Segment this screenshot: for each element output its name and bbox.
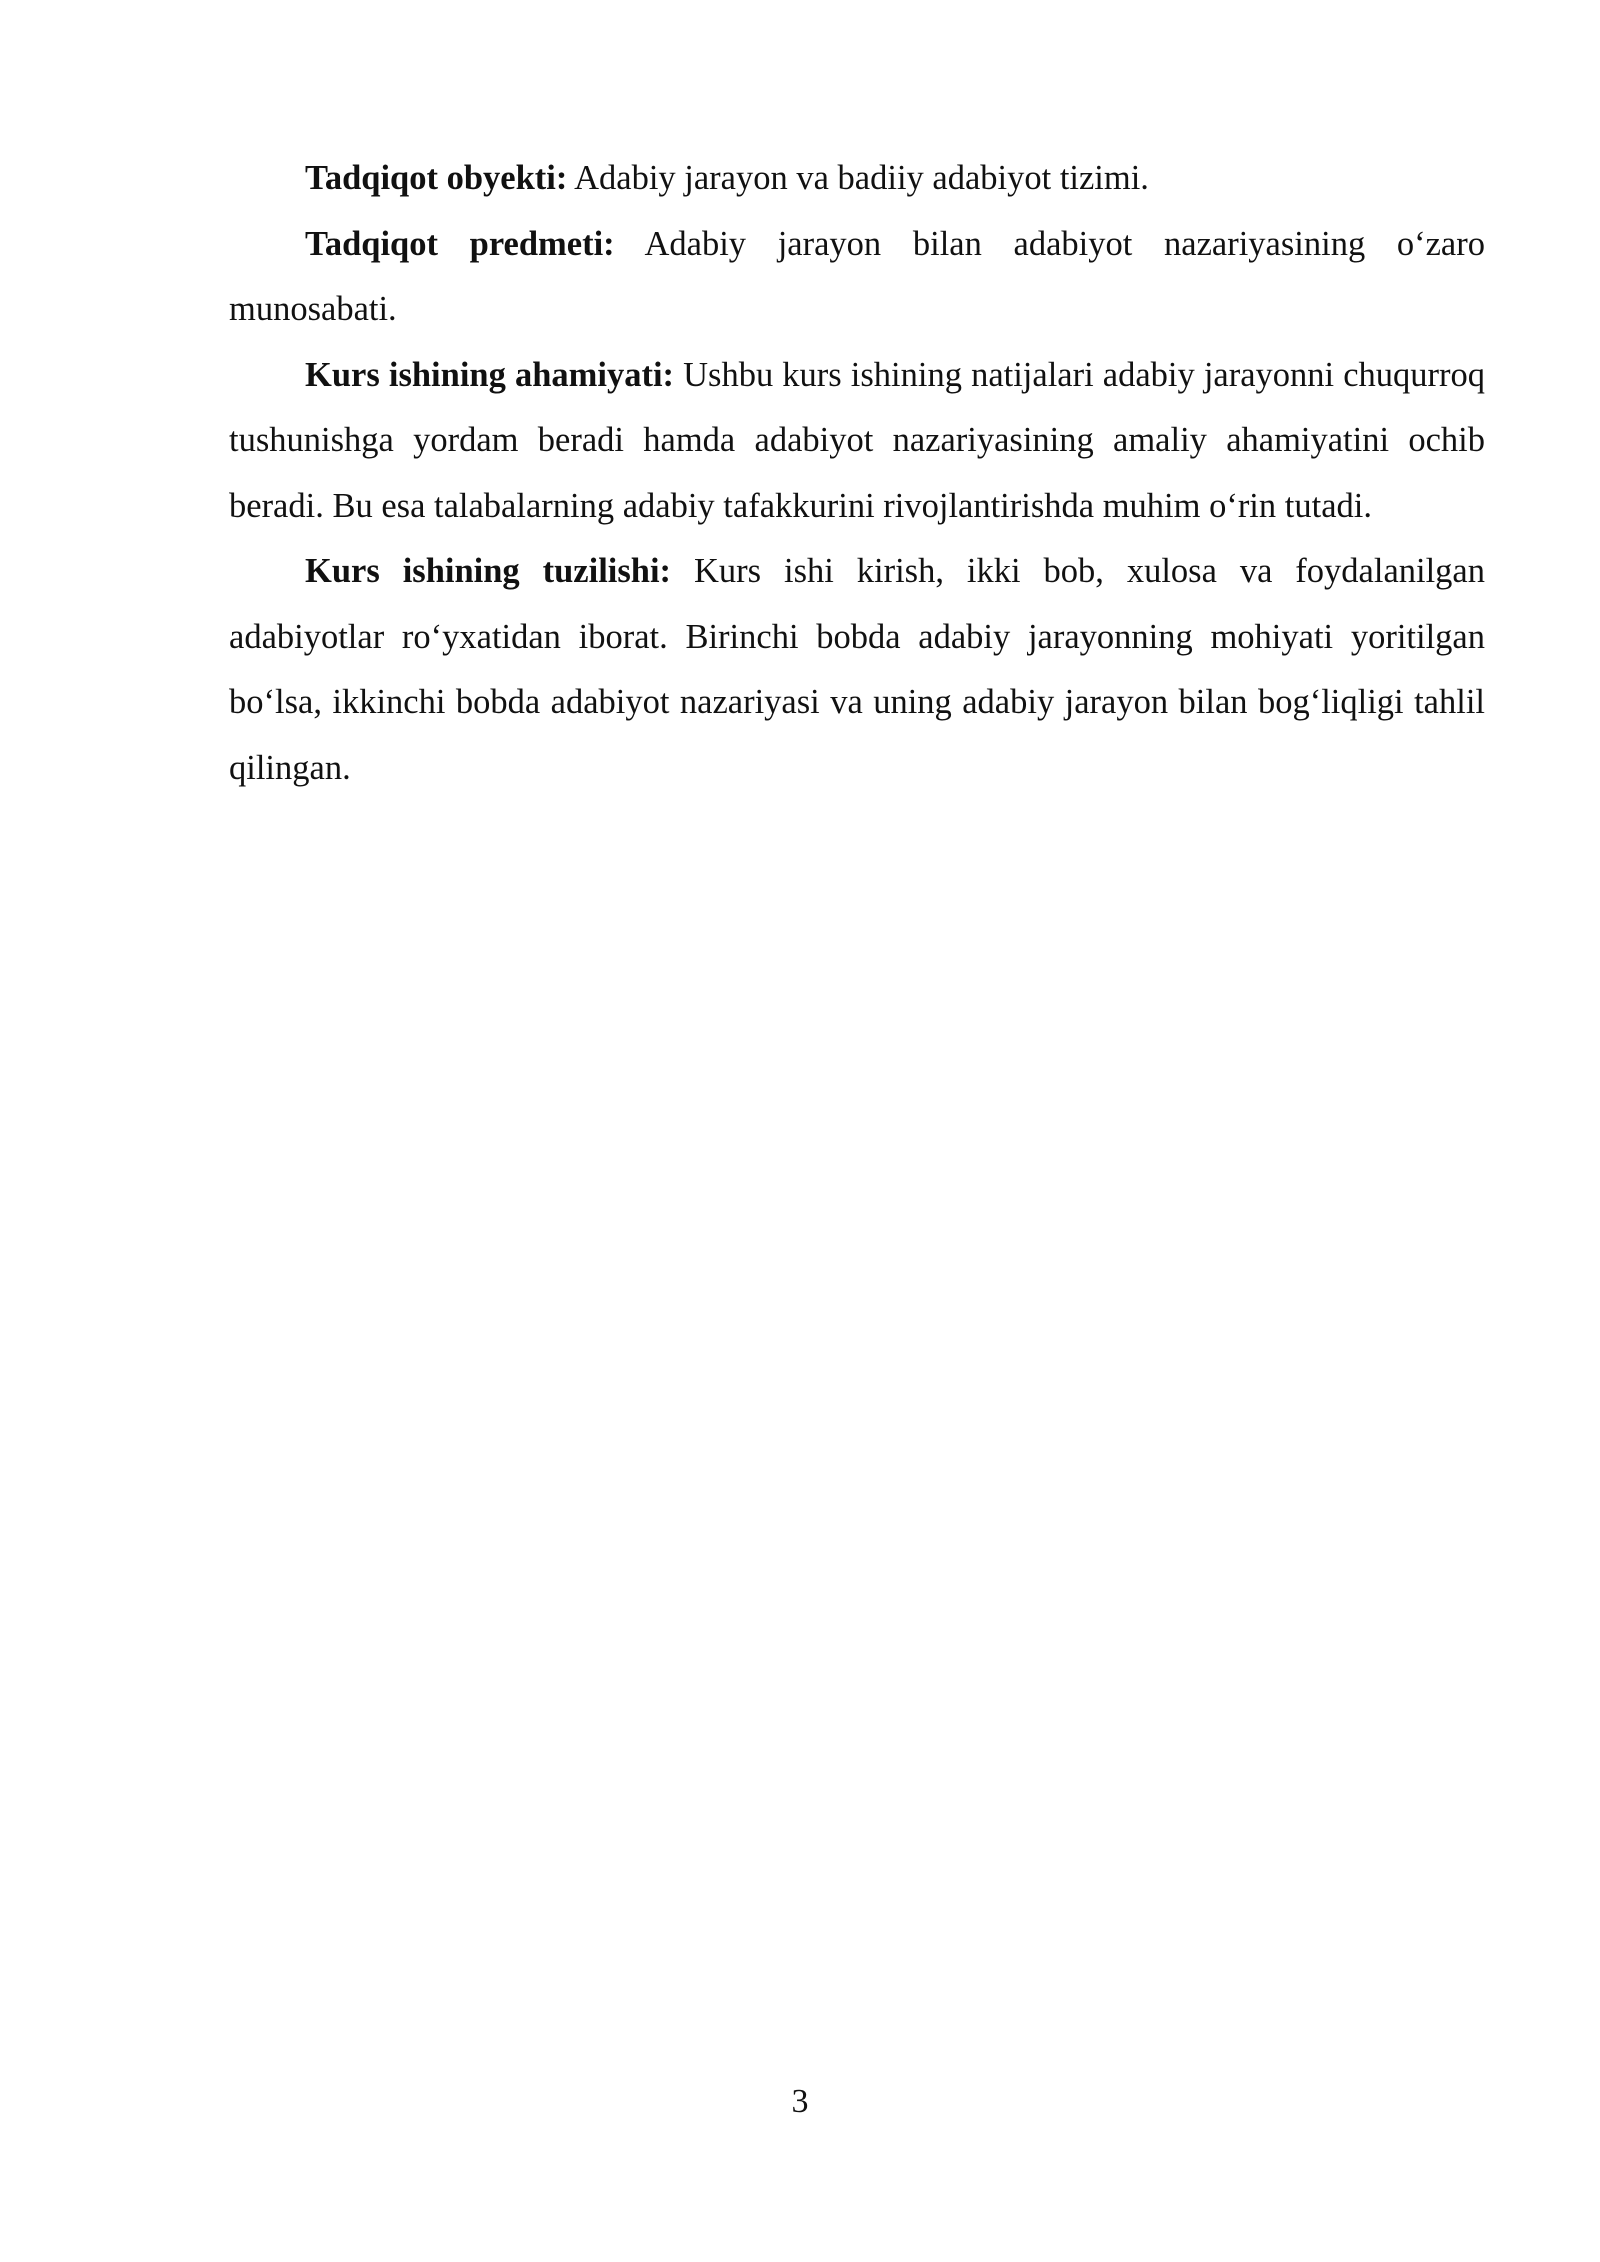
paragraph-heading: Kurs ishining ahamiyati: — [305, 355, 675, 394]
paragraph-text: Ushbu kurs ishining natijalari adabiy jarayonni chuqurroq tushunishga yordam beradi hamda adabiyot nazariyasining amaliy ahamiyatini ochib beradi. Bu esa talabalarning adabiy tafakkurini rivojlantirishda muhim o‘rin tutadi. — [229, 355, 1485, 525]
paragraph-heading: Tadqiqot obyekti: — [305, 159, 568, 197]
paragraph-significance — [229, 343, 1485, 540]
paragraph-structure — [229, 539, 1485, 801]
paragraph-text: Kurs ishi kirish, ikki bob, xulosa va foydalanilgan adabiyotlar ro‘yxatidan iborat. Birinchi bobda adabiy jarayonning mohiyati yoritilgan bo‘lsa, ikkinchi bobda adabiyot nazariyasi va uning adabiy jarayon bilan bog‘liqligi tahlil qilingan. — [229, 552, 1485, 787]
paragraph-text: Adabiy jarayon bilan adabiyot nazariyasining o‘zaro munosabati. — [229, 224, 1485, 328]
paragraph-heading: Tadqiqot predmeti: — [305, 224, 615, 263]
page-number: 3 — [791, 2083, 809, 2120]
paragraph-research-subject — [229, 212, 1485, 343]
paragraph-text: Adabiy jarayon va badiiy adabiyot tizimi. — [574, 159, 1149, 197]
paragraph-heading: Kurs ishining tuzilishi: — [305, 552, 672, 590]
paragraph-research-object — [229, 146, 1485, 212]
document-body — [229, 146, 1485, 801]
